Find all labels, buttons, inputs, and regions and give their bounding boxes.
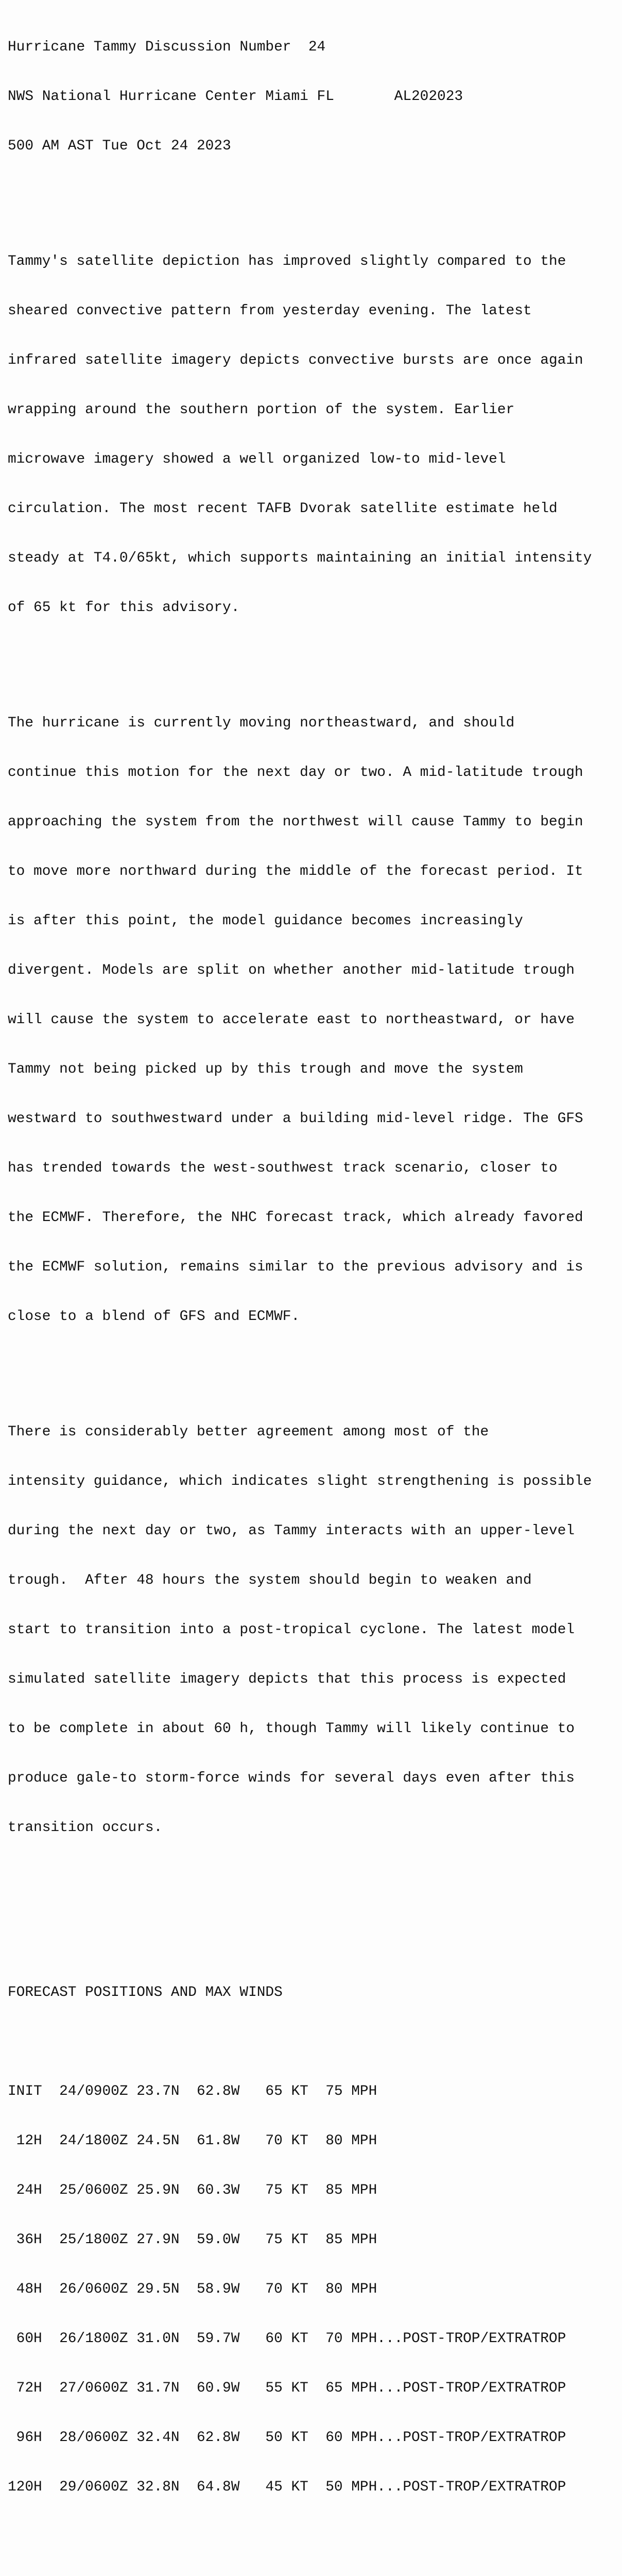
paragraph-2-line: the ECMWF solution, remains similar to the previous advisory and is <box>8 1259 583 1275</box>
paragraph-2-line: Tammy not being picked up by this trough and move the system <box>8 1061 523 1077</box>
paragraph-3-line: simulated satellite imagery depicts that this process is expected <box>8 1671 566 1687</box>
discussion-document <box>8 6 592 2576</box>
paragraph-2-line: the ECMWF. Therefore, the NHC forecast track, which already favored <box>8 1210 583 1226</box>
paragraph-1-line: steady at T4.0/65kt, which supports maintaining an initial intensity <box>8 550 592 566</box>
paragraph-1-line: circulation. The most recent TAFB Dvorak satellite estimate held <box>8 501 558 517</box>
paragraph-2-line: continue this motion for the next day or two. A mid-latitude trough <box>8 765 583 781</box>
forecast-row: INIT 24/0900Z 23.7N 62.8W 65 KT 75 MPH <box>8 2083 377 2099</box>
paragraph-2-line: to move more northward during the middle of the forecast period. It <box>8 863 583 879</box>
paragraph-3-line: start to transition into a post-tropical cyclone. The latest model <box>8 1622 575 1638</box>
paragraph-2-line: westward to southwestward under a building mid-level ridge. The GFS <box>8 1111 583 1127</box>
blank-line <box>8 1358 592 1375</box>
header-title: Hurricane Tammy Discussion Number 24 <box>8 39 326 55</box>
forecast-row: 96H 28/0600Z 32.4N 62.8W 50 KT 60 MPH...POST-TROP/EXTRATROP <box>8 2430 566 2446</box>
forecast-title: FORECAST POSITIONS AND MAX WINDS <box>8 1985 283 2001</box>
forecast-row: 120H 29/0600Z 32.8N 64.8W 45 KT 50 MPH...POST-TROP/EXTRATROP <box>8 2479 566 2495</box>
blank-line <box>8 2034 592 2050</box>
forecast-row: 48H 26/0600Z 29.5N 58.9W 70 KT 80 MPH <box>8 2281 377 2297</box>
paragraph-1-line: infrared satellite imagery depicts convective bursts are once again <box>8 352 583 368</box>
forecast-row: 72H 27/0600Z 31.7N 60.9W 55 KT 65 MPH...POST-TROP/EXTRATROP <box>8 2380 566 2396</box>
paragraph-1-line: Tammy's satellite depiction has improved slightly compared to the <box>8 253 566 269</box>
paragraph-2-line: approaching the system from the northwest will cause Tammy to begin <box>8 814 583 830</box>
header-office: NWS National Hurricane Center Miami FL AL202023 <box>8 89 463 105</box>
forecast-row: 12H 24/1800Z 24.5N 61.8W 70 KT 80 MPH <box>8 2133 377 2149</box>
paragraph-2-line: will cause the system to accelerate east to northeastward, or have <box>8 1012 575 1028</box>
paragraph-3-line: trough. After 48 hours the system should begin to weaken and <box>8 1572 532 1588</box>
forecast-row: 24H 25/0600Z 25.9N 60.3W 75 KT 85 MPH <box>8 2182 377 2198</box>
paragraph-1-line: microwave imagery showed a well organized low-to mid-level <box>8 451 506 467</box>
paragraph-2-line: The hurricane is currently moving northeastward, and should <box>8 715 515 731</box>
paragraph-3-line: There is considerably better agreement among most of the <box>8 1424 489 1440</box>
paragraph-2-line: divergent. Models are split on whether another mid-latitude trough <box>8 962 575 978</box>
forecast-row: 36H 25/1800Z 27.9N 59.0W 75 KT 85 MPH <box>8 2232 377 2248</box>
paragraph-2-line: close to a blend of GFS and ECMWF. <box>8 1309 300 1325</box>
blank-line <box>8 2529 592 2545</box>
paragraph-3-line: during the next day or two, as Tammy interacts with an upper-level <box>8 1523 575 1539</box>
paragraph-3-line: produce gale-to storm-force winds for several days even after this <box>8 1770 575 1786</box>
paragraph-3-line: transition occurs. <box>8 1820 163 1836</box>
paragraph-1-line: sheared convective pattern from yesterday evening. The latest <box>8 303 532 319</box>
paragraph-3-line: intensity guidance, which indicates slight strengthening is possible <box>8 1473 592 1489</box>
paragraph-2-line: is after this point, the model guidance becomes increasingly <box>8 913 523 929</box>
blank-line <box>8 188 592 204</box>
paragraph-1-line: wrapping around the southern portion of the system. Earlier <box>8 402 515 418</box>
forecast-row: 60H 26/1800Z 31.0N 59.7W 60 KT 70 MPH...POST-TROP/EXTRATROP <box>8 2331 566 2347</box>
header-timestamp: 500 AM AST Tue Oct 24 2023 <box>8 138 231 154</box>
paragraph-3-line: to be complete in about 60 h, though Tammy will likely continue to <box>8 1721 575 1737</box>
blank-line <box>8 649 592 666</box>
blank-line <box>8 1869 592 1886</box>
paragraph-1-line: of 65 kt for this advisory. <box>8 600 240 616</box>
paragraph-2-line: has trended towards the west-southwest track scenario, closer to <box>8 1160 558 1176</box>
blank-line <box>8 1919 592 1935</box>
